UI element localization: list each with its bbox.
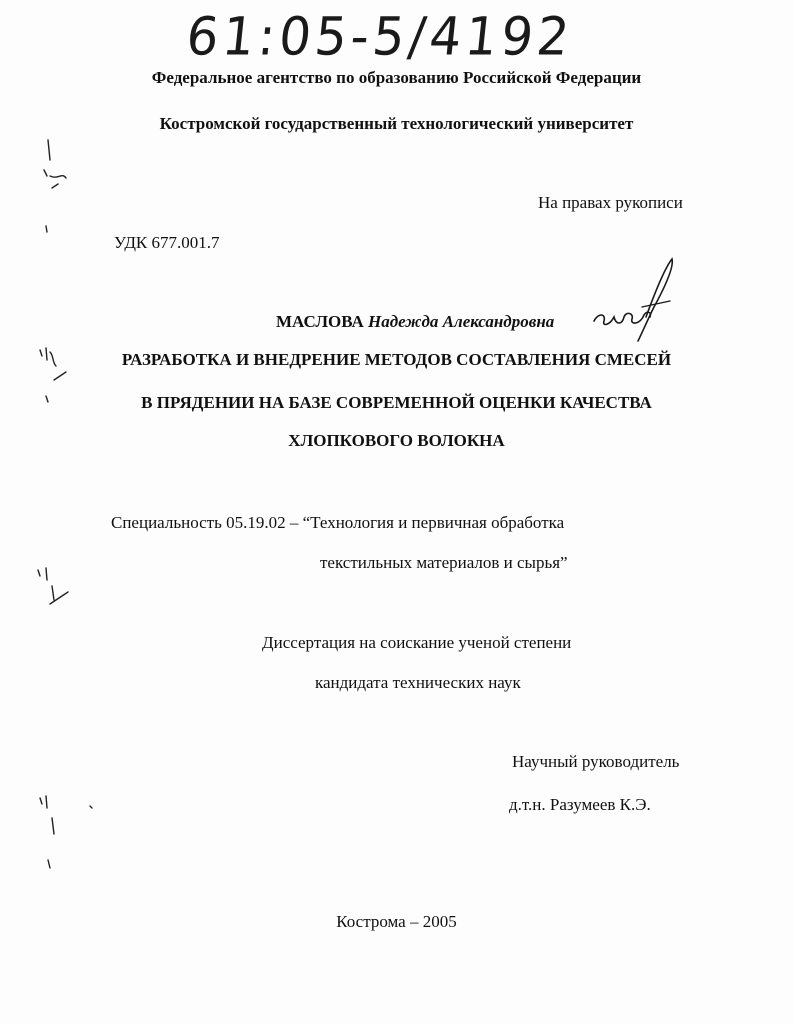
specialty-line-2: текстильных материалов и сырья”: [320, 553, 568, 572]
author-line: [276, 312, 554, 332]
supervisor-name: д.т.н. Разумеев К.Э.: [509, 795, 651, 814]
handwritten-archive-number: 61:05-5/4192: [183, 6, 577, 67]
agency-name: Федеральное агентство по образованию Российской Федерации: [151, 68, 642, 87]
title-line-3: ХЛОПКОВОГО ВОЛОКНА: [288, 431, 505, 450]
city-and-year: Кострома – 2005: [336, 912, 457, 931]
author-given-names: Надежда Александровна: [368, 312, 555, 331]
dissertation-line-1: Диссертация на соискание ученой степени: [262, 633, 572, 652]
specialty-line-1: Специальность 05.19.02 – “Технология и первичная обработка: [111, 513, 565, 532]
manuscript-rights-note: На правах рукописи: [538, 193, 683, 212]
dissertation-line-2: кандидата технических наук: [315, 673, 521, 692]
university-name: Костромской государственный технологический университет: [159, 114, 634, 133]
author-surname: МАСЛОВА: [276, 312, 364, 331]
udc-code: УДК 677.001.7: [114, 233, 220, 252]
title-line-1: РАЗРАБОТКА И ВНЕДРЕНИЕ МЕТОДОВ СОСТАВЛЕНИЯ СМЕСЕЙ: [121, 350, 672, 369]
author-signature: [588, 255, 688, 345]
supervisor-label: Научный руководитель: [512, 752, 680, 771]
title-line-2: В ПРЯДЕНИИ НА БАЗЕ СОВРЕМЕННОЙ ОЦЕНКИ КАЧЕСТВА: [141, 393, 652, 412]
